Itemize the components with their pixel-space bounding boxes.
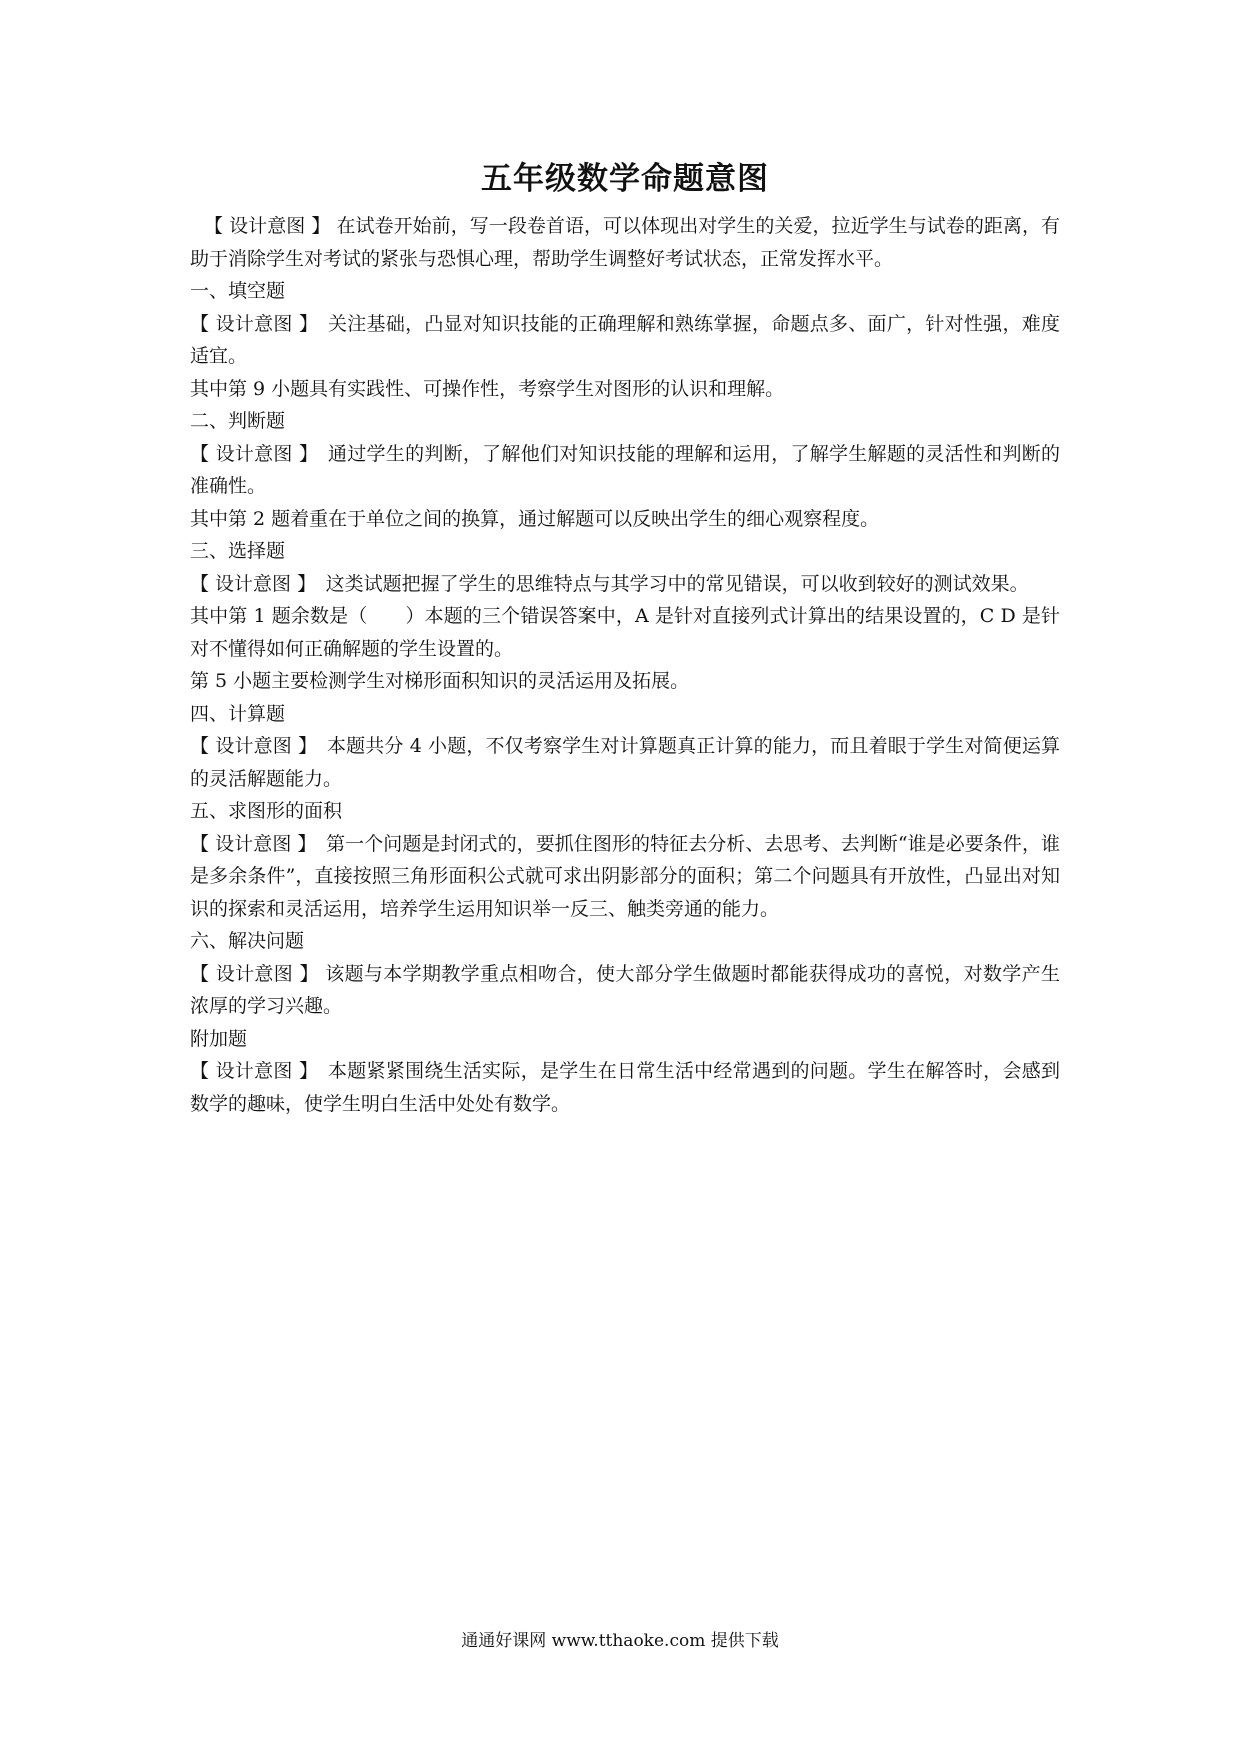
document-title: 五年级数学命题意图 — [481, 161, 769, 197]
document-body — [190, 158, 1060, 1120]
section-bonus — [190, 1023, 1060, 1121]
section-area — [190, 795, 1060, 925]
section-paragraph: 【 设计意图 】 关注基础，凸显对知识技能的正确理解和熟练掌握，命题点多、面广，针对性强，难度适宜。 — [190, 312, 1060, 367]
section-paragraph: 【 设计意图 】 该题与本学期教学重点相吻合，使大部分学生做题时都能获得成功的喜悦，对数学产生浓厚的学习兴趣。 — [190, 962, 1060, 1017]
section-paragraph: 【 设计意图 】 本题紧紧围绕生活实际，是学生在日常生活中经常遇到的问题。学生在解答时，会感到数学的趣味，使学生明白生活中处处有数学。 — [190, 1060, 1060, 1115]
section-heading: 三、选择题 — [190, 540, 286, 562]
section-fill-blank — [190, 275, 1060, 405]
section-calculation — [190, 698, 1060, 796]
section-paragraph: 【 设计意图 】 本题共分 4 小题，不仅考察学生对计算题真正计算的能力，而且着眼于学生对简便运算的灵活解题能力。 — [190, 735, 1060, 790]
section-heading: 附加题 — [190, 1027, 248, 1050]
section-paragraph: 第 5 小题主要检测学生对梯形面积知识的灵活运用及拓展。 — [190, 670, 690, 692]
section-heading: 五、求图形的面积 — [190, 800, 343, 822]
section-paragraph: 其中第 2 题着重在于单位之间的换算，通过解题可以反映出学生的细心观察程度。 — [190, 507, 880, 530]
section-paragraph: 【 设计意图 】 第一个问题是封闭式的，要抓住图形的特征去分析、去思考、去判断“谁是必要条件，谁是多余条件”，直接按照三角形面积公式就可求出阴影部分的面积；第二个问题具有开放性，凸显出对知识的探索和灵活运用，培养学生运用知识举一反三、触类旁通的能力。 — [190, 832, 1060, 920]
section-paragraph: 其中第 1 题余数是（ ）本题的三个错误答案中，A 是针对直接列式计算出的结果设置的，C D 是针对不懂得如何正确解题的学生设置的。 — [190, 605, 1060, 660]
section-multiple-choice — [190, 535, 1060, 698]
section-heading: 四、计算题 — [190, 702, 286, 725]
section-paragraph: 其中第 9 小题具有实践性、可操作性，考察学生对图形的认识和理解。 — [190, 377, 785, 400]
intro-paragraph: 【 设计意图 】 在试卷开始前，写一段卷首语，可以体现出对学生的关爱，拉近学生与试卷的距离，有助于消除学生对考试的紧张与恐惧心理，帮助学生调整好考试状态，正常发挥水平。 — [190, 215, 1060, 270]
page-footer: 通通好课网 www.tthaoke.com 提供下载 — [461, 1631, 779, 1651]
section-true-false — [190, 405, 1060, 535]
section-paragraph: 【 设计意图 】 通过学生的判断，了解他们对知识技能的理解和运用，了解学生解题的灵活性和判断的准确性。 — [190, 442, 1060, 497]
section-heading: 六、解决问题 — [190, 930, 305, 952]
section-heading: 二、判断题 — [190, 410, 286, 432]
section-paragraph: 【 设计意图 】 这类试题把握了学生的思维特点与其学习中的常见错误，可以收到较好的测试效果。 — [190, 572, 1029, 595]
section-problem-solving — [190, 925, 1060, 1023]
section-heading: 一、填空题 — [190, 280, 286, 302]
